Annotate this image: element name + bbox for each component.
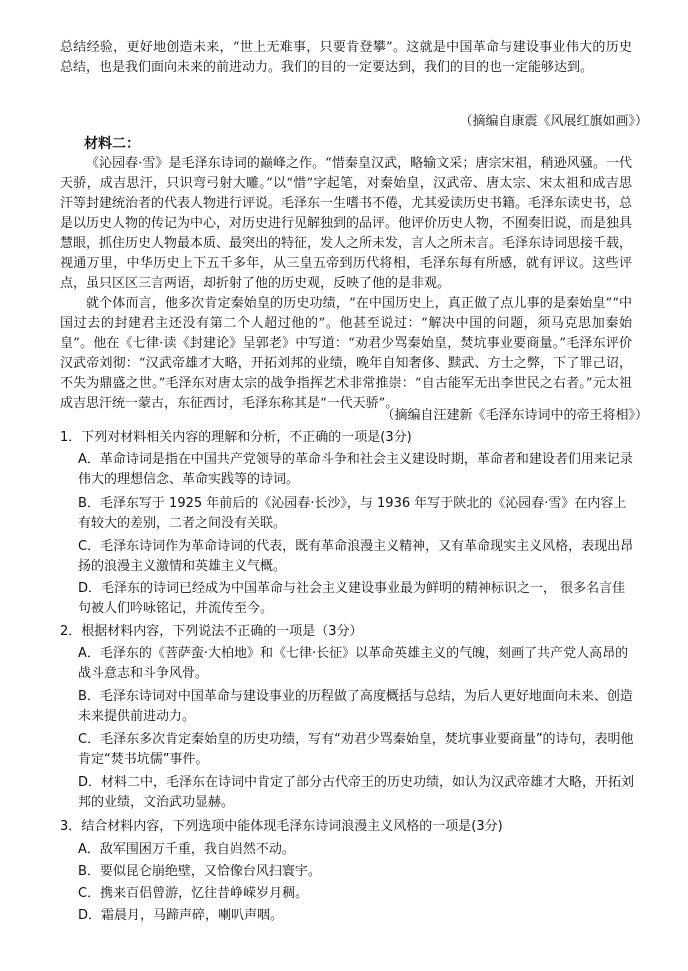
- option-d: D．材料二中，毛泽东在诗词中肯定了部分古代帝王的历史功绩，如认为汉武帝雄才大略，开拓刘邦的业绩，文治武功显赫。: [78, 775, 635, 810]
- question-stem: 1．下列对材料相关内容的理解和分析，不正确的一项是(3分): [60, 430, 412, 445]
- option-c: C．携来百侣曾游，忆往昔峥嵘岁月稠。: [78, 886, 309, 901]
- material1-source: （摘编自康震《风展红旗如画》）: [459, 114, 648, 129]
- material1-tail-paragraph: 总结经验，更好地创造未来，“世上无难事，只要肯登攀”。这就是中国革命与建设事业伟大的历史总结，也是我们面向未来的前进动力。我们的目的一定要达到，我们的目的也一定能够达到。: [60, 40, 632, 75]
- material2-source: （摘编自汪建新《毛泽东诗词中的帝王将相》）: [381, 408, 648, 423]
- material2-paragraph-2: 就个体而言，他多次肯定秦始皇的历史功绩，“在中国历史上，真正做了点儿事的是秦始皇”“中国过去的封建君主还没有第二个人超过他的”。他甚至说过：“解决中国的问题，须马克思加秦始皇”。他在《七律·读《封建论》呈郭老》中写道：“劝君少骂秦始皇，焚坑事业要商量。”毛泽东评价汉武帝刘彻：“汉武帝雄才大略，开拓刘邦的业绩，晚年自知奢侈、黩武、方士之弊，下了罪己诏，不失为鼎盛之世。”毛泽东对唐太宗的战争指挥艺术非常推崇：“自古能军无出李世民之右者。”元太祖成吉思汗统一蒙古，东征西讨，毛泽东称其是“一代天骄”。: [60, 296, 632, 411]
- option-b: B．要似昆仑崩绝壁，又恰像台风扫寰宇。: [78, 864, 321, 879]
- option-a: A．敌军围困万千重，我自岿然不动。: [78, 842, 295, 857]
- option-b: B．毛泽东写于 1925 年前后的《沁园春·长沙》，与 1936 年写于陕北的《沁园春·雪》在内容上有较大的差别，二者之间没有关联。: [78, 496, 627, 531]
- material2-paragraph-1: 《沁园春·雪》是毛泽东诗词的巅峰之作。“惜秦皇汉武，略输文采；唐宗宋祖，稍逊风骚。一代天骄，成吉思汗，只识弯弓射大雕。”以“惜”字起笔，对秦始皇，汉武帝、唐太宗、宋太祖和成吉思汗等封建统治者的代表人物进行评说。毛泽东一生嗜书不倦，尤其爱读历史书籍。毛泽东读史书，总是以历史人物的传记为中心，对历史进行见解独到的品评。他评价历史人物，不囿奏旧说，而是独具慧眼，抓住历史人物最本质、最突出的特征，发人之所未发，言人之所未言。毛泽东诗词思接千载，视通万里，中华历史上下五千多年，从三皇五帝到历代将相，毛泽东每有所感，就有评议。这些评点，虽只区区三言两语，却折射了他的历史观，反映了他的是非观。: [60, 156, 633, 291]
- option-c: C．毛泽东诗词作为革命诗词的代表，既有革命浪漫主义精神，又有革命现实主义风格，表现出昂扬的浪漫主义激情和英雄主义气概。: [78, 539, 634, 574]
- material2-heading: 材料二：: [84, 136, 140, 152]
- question-stem: 2．根据材料内容，下列说法不正确的一项是（3分）: [60, 624, 363, 639]
- option-d: D．毛泽东的诗词已经成为中国革命与社会主义建设事业最为鲜明的精神标识之一， 很多名言佳句被人们吟咏铭记，并流传至今。: [78, 581, 626, 616]
- option-a: A．毛泽东的《菩萨蛮·大柏地》和《七律·长征》以革命英雄主义的气魄，刻画了共产党人高昂的战斗意志和斗争风骨。: [78, 646, 629, 681]
- option-c: C．毛泽东多次肯定秦始皇的历史功绩，写有“劝君少骂秦始皇，焚坑事业要商量”的诗句，表明他肯定“焚书坑儒”事件。: [78, 732, 634, 767]
- option-d: D．霜晨月，马蹄声碎，喇叭声咽。: [78, 908, 284, 923]
- question-stem: 3．结合材料内容，下列选项中能体现毛泽东诗词浪漫主义风格的一项是(3分): [60, 819, 503, 834]
- option-a: A．革命诗词是指在中国共产党领导的革命斗争和社会主义建设时期，革命者和建设者们用来记录伟大的理想信念、革命实践等的诗词。: [78, 452, 633, 487]
- option-b: B．毛泽东诗词对中国革命与建设事业的历程做了高度概括与总结，为后人更好地面向未来、创造未来提供前进动力。: [78, 689, 633, 724]
